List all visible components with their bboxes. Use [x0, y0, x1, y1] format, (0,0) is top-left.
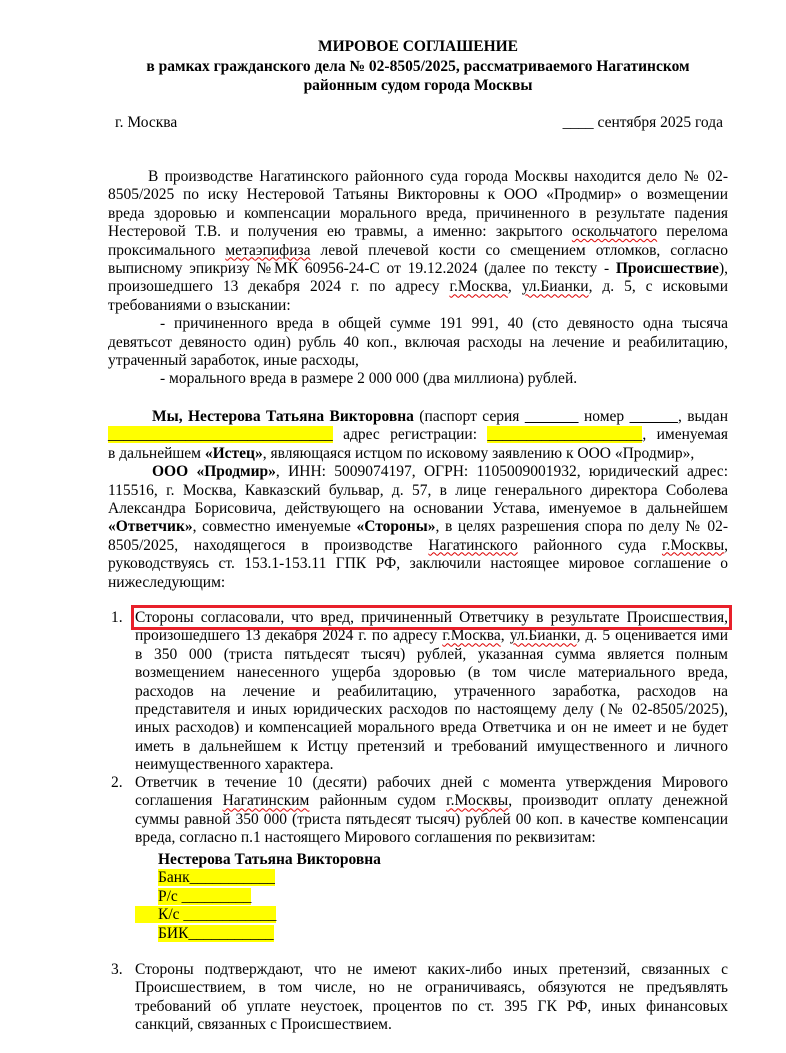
text-line — [135, 701, 728, 719]
document-title — [108, 37, 728, 96]
text-segment: Происшествием, в том числе, но не ограничиваясь, обязуются не предъявлять — [135, 979, 728, 997]
text-segment: суммы равной 350 000 (триста пятьдесят тысяч) рублей 00 коп. в качестве компенсации — [135, 810, 728, 828]
text-line — [108, 518, 728, 536]
text-line — [135, 961, 728, 979]
text-segment: (паспорт серия — [413, 408, 525, 425]
text-line — [108, 555, 728, 573]
bold-text: ООО «Продмир» — [152, 463, 276, 481]
text-line — [108, 500, 728, 518]
text-line — [108, 334, 728, 352]
spellcheck-word: ул.Бианки — [509, 627, 577, 645]
text-segment: вреда, согласно п.1 настоящего Мирового соглашения по реквизитам: — [135, 829, 596, 847]
text-segment: В производстве Нагатинского районного суда города Москвы находится дело № 02- — [148, 168, 728, 185]
text-segment: , именуемая — [642, 426, 729, 444]
corr-account-field: К/с ____________ — [135, 906, 276, 923]
text-segment: в дальнейшем — [108, 444, 205, 462]
parties-paragraph — [108, 408, 728, 592]
text-segment: , выдан — [677, 408, 728, 425]
text-line — [135, 627, 728, 645]
text-segment: , в целях разрешения спора по делу № 02- — [435, 518, 728, 536]
text-segment: неимущественного характера. — [135, 756, 334, 774]
text-line — [135, 811, 728, 829]
item-number: 1. — [111, 609, 123, 626]
text-segment: в 350 000 (триста пятьдесят тысяч) рублей, указанная сумма является полным — [135, 645, 728, 663]
text-line — [108, 482, 728, 500]
text-line — [108, 223, 728, 241]
spellcheck-word: г.Москвы — [446, 792, 509, 810]
text-segment: выписному эпикризу №МК 60956-24-С от 19.12.2024 (далее по тексту - — [108, 259, 616, 277]
text-segment: - причиненного вреда в общей сумме 191 991, 40 (сто девяносто одна тысяча — [160, 315, 728, 333]
bold-text: «Стороны» — [356, 518, 436, 536]
spellcheck-word: Нагатинского — [428, 536, 518, 554]
text-segment: представителя и иных юридических расходов по настоящему делу (№ 02-8505/2025), — [135, 700, 728, 718]
text-line — [108, 408, 728, 426]
highlighted-blank: _____________________________ — [108, 426, 333, 444]
text-line — [135, 829, 728, 847]
blank-field — [630, 408, 678, 425]
bold-text: «Ответчик» — [108, 518, 193, 536]
text-line — [135, 774, 728, 792]
text-line — [108, 574, 728, 592]
spellcheck-word: оскольчатого — [571, 223, 658, 241]
intro-paragraph — [108, 168, 728, 389]
list-item-2 — [111, 774, 728, 848]
item-number: 2. — [111, 774, 123, 791]
text-line — [108, 352, 728, 370]
list-item-3 — [111, 961, 728, 1035]
text-segment: нижеследующим: — [108, 573, 226, 591]
title-line-3: районным судом города Москвы — [303, 77, 533, 94]
text-segment: иных расходов) и компенсацией морального вреда Ответчика и он не имеет и не будет — [135, 719, 728, 737]
bik-field: БИК___________ — [158, 924, 274, 942]
text-segment: , являющаяся истцом по исковому заявлению к ООО «Продмир», — [262, 444, 695, 462]
text-segment: возмещением нанесенного ущерба здоровью (в том числе материального вреда, — [135, 664, 728, 682]
bank-field: Банк___________ — [158, 869, 275, 887]
text-segment: произошедшего 13 декабря 2024 г. по адресу — [108, 278, 450, 296]
text-segment: , д. 5, с исковыми — [588, 278, 728, 296]
text-segment: ), — [718, 259, 728, 277]
spellcheck-word: Нагатинским — [222, 792, 310, 810]
text-segment: Стороны подтверждают, что не имеют каких-либо иных претензий, связанных с — [135, 961, 728, 978]
text-segment: Нестеровой Т.В. и получения ею травмы, а именно: закрытого — [108, 223, 572, 241]
spellcheck-word: г.Москва — [442, 627, 501, 645]
highlighted-blank: ____________________ — [487, 426, 643, 444]
text-segment: санкций, связанных с Происшествием. — [135, 1016, 392, 1034]
text-segment: Александра Борисовича, действующего на основании Устава, именуемое в дальнейшем — [108, 499, 728, 517]
text-line — [108, 297, 728, 315]
title-line-1: МИРОВОЕ СОГЛАШЕНИЕ — [317, 38, 519, 55]
text-segment: - морального вреда в размере 2 000 000 (два миллиона) рублей. — [160, 370, 578, 388]
text-line — [108, 260, 728, 278]
text-segment: Стороны согласовали, что вред, причиненный Ответчику в результате Происшествия, — [135, 609, 728, 626]
text-segment: Ответчик в течение 10 (десяти) рабочих дней с момента утверждения Мирового — [135, 774, 728, 791]
spellcheck-word: метаэпифиза — [225, 241, 311, 259]
bold-text: Происшествие — [615, 259, 719, 277]
text-line — [135, 792, 728, 810]
spellcheck-word: ул.Бианки — [521, 278, 589, 296]
city: г. Москва — [115, 114, 178, 131]
text-line — [135, 683, 728, 701]
spellcheck-word: г.Москва — [449, 278, 508, 296]
text-line — [108, 278, 728, 296]
text-segment: произошедшего 13 декабря 2024 г. по адресу — [135, 627, 443, 645]
text-line — [135, 646, 728, 664]
text-line — [135, 979, 728, 997]
text-segment: проксимального — [108, 241, 226, 259]
payee-name: Нестерова Татьяна Викторовна — [158, 851, 381, 868]
text-segment: девятьсот девяносто один) рубль 40 коп., включая расходы на лечение и реабилитацию, — [108, 333, 728, 351]
text-segment: , производит оплату денежной — [508, 792, 728, 810]
text-segment: руководствуясь ст. 153.1-153.11 ГПК РФ, заключили настоящее мировое соглашение о — [108, 555, 728, 573]
text-line — [108, 537, 728, 555]
bold-text: «Истец» — [204, 444, 263, 462]
text-line — [135, 1016, 728, 1034]
text-segment: адрес регистрации: — [332, 426, 488, 444]
highlight-box — [135, 609, 728, 626]
requisites-block — [135, 851, 435, 943]
account-field: Р/с _________ — [158, 887, 252, 905]
text-segment: расходов на лечение и реабилитацию, утраченного заработка, расходов на — [135, 682, 728, 700]
text-segment: , д. 5 оценивается ими — [576, 627, 728, 645]
text-line — [135, 719, 728, 737]
text-segment: требованиями о взыскании: — [108, 296, 291, 314]
blank-field — [525, 408, 579, 425]
text-segment: 8505/2025 по иску Нестеровой Татьяны Викторовны к ООО «Продмир» о возмещении — [108, 186, 728, 204]
text-line — [135, 998, 728, 1016]
text-segment: соглашения — [135, 792, 223, 810]
text-segment: , — [507, 278, 522, 296]
bold-text: Мы, Нестерова Татьяна Викторовна — [152, 408, 414, 425]
text-line — [108, 315, 728, 333]
text-line — [135, 756, 728, 774]
text-segment: 115516, г. Москва, Кавказский бульвар, д. 57, в лице генерального директора Соболева — [108, 481, 728, 499]
text-line — [108, 463, 728, 481]
text-line — [135, 664, 728, 682]
text-segment: , — [724, 536, 729, 554]
text-segment: номер — [578, 408, 630, 425]
date: ____ сентября 2025 года — [562, 114, 723, 131]
list-item-1 — [111, 609, 728, 775]
text-segment: районного суда — [517, 536, 662, 554]
text-segment: иметь в дальнейшем к Истцу претензий и требований имущественного и личного — [135, 737, 728, 755]
title-line-2: в рамках гражданского дела № 02-8505/2025, рассматриваемого Нагатинском — [146, 57, 690, 75]
text-segment: , — [500, 627, 510, 645]
text-segment: 8505/2025, находящегося в производстве — [108, 536, 429, 554]
text-line — [108, 168, 728, 186]
text-line — [108, 445, 728, 463]
text-segment: , совместно именуемые — [192, 518, 357, 536]
text-line — [135, 738, 728, 756]
text-line — [108, 186, 728, 204]
text-line — [108, 205, 728, 223]
text-segment: , ИНН: 5009074197, ОГРН: 1105009001932, юридический адрес: — [275, 463, 728, 481]
text-line — [108, 426, 728, 444]
text-line — [135, 609, 728, 627]
text-line — [108, 370, 728, 388]
text-segment: перелома — [657, 223, 728, 241]
text-segment: левой плечевой кости со смещением отломков, согласно — [310, 241, 729, 259]
place-date-line — [115, 114, 723, 132]
text-segment: вреда здоровью и компенсации морального вреда, причиненного в результате падения — [108, 204, 728, 222]
spellcheck-word: г.Москвы — [661, 536, 725, 554]
text-line — [108, 242, 728, 260]
text-segment: утраченный заработок, иные расходы, — [108, 351, 359, 369]
text-segment: районным судом — [309, 792, 447, 810]
item-number: 3. — [111, 961, 123, 978]
text-segment: требований об уплате неустоек, процентов по ст. 395 ГК РФ, иных финансовых — [135, 997, 728, 1015]
